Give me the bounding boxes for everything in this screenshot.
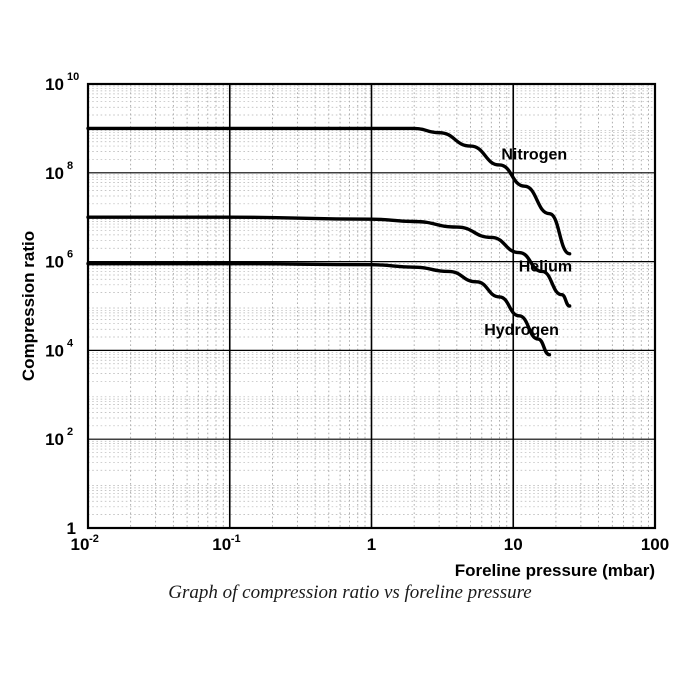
series-label-nitrogen: Nitrogen: [501, 146, 568, 164]
x-tick-exponent: -2: [89, 533, 99, 545]
x-axis-title: Foreline pressure (mbar): [454, 561, 655, 580]
series-label-helium: Helium: [518, 258, 573, 276]
x-tick-mantissa: 100: [640, 535, 670, 554]
y-tick-label: [45, 71, 79, 94]
y-tick-exponent: 2: [67, 426, 74, 439]
y-tick-mantissa: 10: [45, 252, 64, 272]
y-tick-exponent: 8: [67, 159, 74, 172]
y-tick-mantissa: 10: [45, 430, 64, 450]
x-tick-label: [641, 535, 669, 554]
x-tick-label: [212, 533, 240, 554]
y-tick-label: [45, 249, 73, 272]
x-tick-label: [504, 535, 523, 554]
y-tick-exponent: 4: [67, 337, 74, 350]
x-tick-mantissa: 10: [503, 535, 523, 554]
x-tick-label: [367, 535, 376, 554]
y-tick-label: [45, 337, 74, 360]
x-tick-mantissa: 10: [70, 535, 90, 554]
x-tick-mantissa: 10: [212, 535, 232, 554]
y-tick-mantissa: 10: [45, 75, 64, 94]
figure-caption: Graph of compression ratio vs foreline pressure: [168, 582, 532, 603]
y-axis-title: Compression ratio: [19, 230, 38, 382]
y-tick-label: [67, 519, 76, 538]
series-line-hydrogen: [88, 264, 549, 355]
y-tick-mantissa: 10: [45, 163, 64, 183]
x-tick-exponent: -1: [230, 533, 241, 545]
y-tick-label: [45, 426, 73, 449]
y-tick-exponent: 6: [67, 248, 74, 261]
y-tick-exponent: 10: [67, 71, 80, 83]
y-tick-label: [45, 160, 73, 183]
x-tick-mantissa: 1: [366, 535, 377, 554]
y-tick-mantissa: 1: [66, 519, 76, 538]
y-tick-mantissa: 10: [45, 341, 64, 361]
series-label-hydrogen: Hydrogen: [484, 322, 559, 340]
